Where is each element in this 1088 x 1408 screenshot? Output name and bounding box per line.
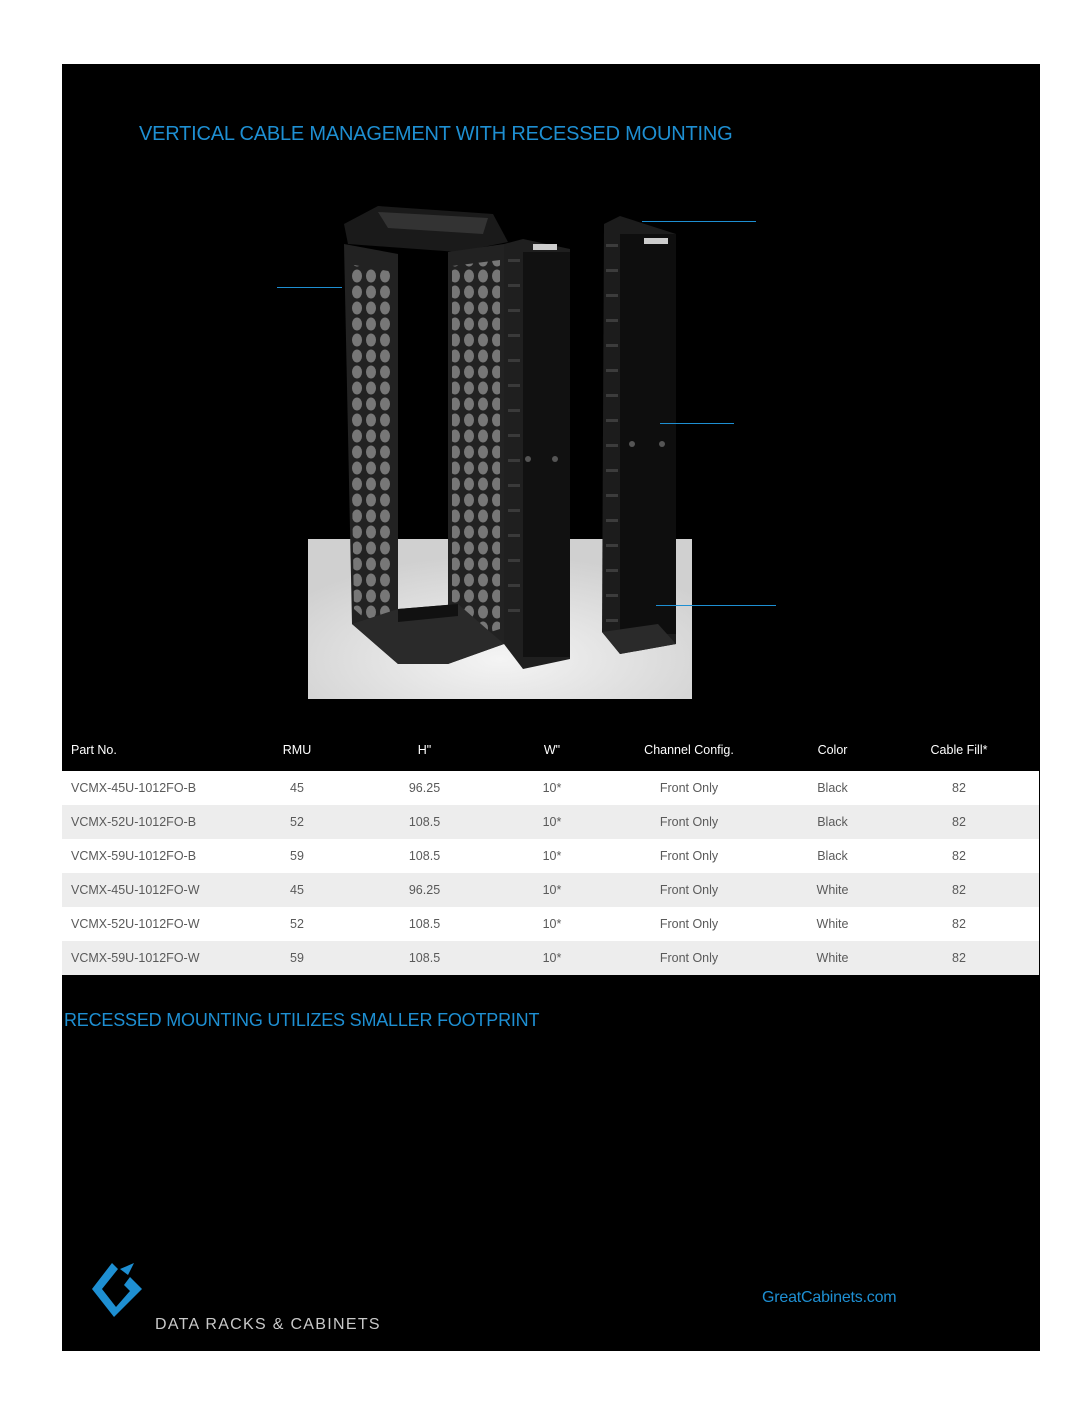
cell-color: Black <box>817 781 848 795</box>
cell-part-no: VCMX-59U-1012FO-W <box>71 951 200 965</box>
cell-color: White <box>816 951 849 965</box>
header-color: Color <box>817 743 848 757</box>
cell-color: Black <box>817 849 848 863</box>
cell-height: 96.25 <box>408 883 441 897</box>
section-heading-top: VERTICAL CABLE MANAGEMENT WITH RECESSED MOUNTING <box>139 123 733 145</box>
brand-tagline: DATA RACKS & CABINETS <box>155 1316 381 1333</box>
cell-height: 96.25 <box>408 781 441 795</box>
cell-rmu: 52 <box>290 815 304 829</box>
cell-channel-config: Front Only <box>659 883 719 897</box>
cell-width: 10* <box>542 781 562 795</box>
cell-rmu: 45 <box>290 883 304 897</box>
cell-rmu: 59 <box>290 849 304 863</box>
callout-line-bottom-right <box>656 605 776 606</box>
cell-part-no: VCMX-59U-1012FO-B <box>71 849 197 863</box>
cell-channel-config: Front Only <box>659 781 719 795</box>
cell-height: 108.5 <box>408 951 441 965</box>
specifications-table <box>62 729 1039 975</box>
cell-height: 108.5 <box>408 815 441 829</box>
product-photo <box>308 204 692 699</box>
cell-height: 108.5 <box>408 849 441 863</box>
cell-color: Black <box>817 815 848 829</box>
cell-width: 10* <box>542 849 562 863</box>
cell-channel-config: Front Only <box>659 951 719 965</box>
cell-part-no: VCMX-52U-1012FO-W <box>71 917 200 931</box>
callout-line-left <box>277 287 342 288</box>
callout-line-middle-right <box>660 423 734 424</box>
header-cable-fill: Cable Fill* <box>930 743 988 757</box>
cell-part-no: VCMX-45U-1012FO-W <box>71 883 200 897</box>
cell-part-no: VCMX-52U-1012FO-B <box>71 815 197 829</box>
cell-width: 10* <box>542 815 562 829</box>
header-height: H" <box>417 743 432 757</box>
table-header-row <box>62 729 1039 771</box>
section-heading-bottom: RECESSED MOUNTING UTILIZES SMALLER FOOTPRINT <box>64 1010 540 1030</box>
cell-rmu: 45 <box>290 781 304 795</box>
cell-channel-config: Front Only <box>659 815 719 829</box>
document-page <box>62 64 1040 1351</box>
header-rmu: RMU <box>282 743 312 757</box>
cell-rmu: 59 <box>290 951 304 965</box>
table-row <box>62 941 1039 975</box>
callout-line-top-right <box>642 221 756 222</box>
table-row <box>62 839 1039 873</box>
cell-channel-config: Front Only <box>659 917 719 931</box>
brand-logo-icon <box>90 1261 146 1319</box>
cell-cable-fill: 82 <box>952 815 966 829</box>
header-part-no: Part No. <box>71 743 117 757</box>
table-row <box>62 907 1039 941</box>
header-width: W" <box>543 743 561 757</box>
cell-channel-config: Front Only <box>659 849 719 863</box>
table-row <box>62 771 1039 805</box>
cell-width: 10* <box>542 917 562 931</box>
cell-cable-fill: 82 <box>952 781 966 795</box>
cell-width: 10* <box>542 951 562 965</box>
header-channel-config: Channel Config. <box>644 743 734 757</box>
table-row <box>62 805 1039 839</box>
cell-color: White <box>816 883 849 897</box>
cell-cable-fill: 82 <box>952 849 966 863</box>
cell-part-no: VCMX-45U-1012FO-B <box>71 781 197 795</box>
cell-cable-fill: 82 <box>952 917 966 931</box>
cell-width: 10* <box>542 883 562 897</box>
cell-height: 108.5 <box>408 917 441 931</box>
cell-cable-fill: 82 <box>952 951 966 965</box>
website-link[interactable]: GreatCabinets.com <box>762 1289 897 1306</box>
cell-rmu: 52 <box>290 917 304 931</box>
table-row <box>62 873 1039 907</box>
cell-color: White <box>816 917 849 931</box>
cell-cable-fill: 82 <box>952 883 966 897</box>
